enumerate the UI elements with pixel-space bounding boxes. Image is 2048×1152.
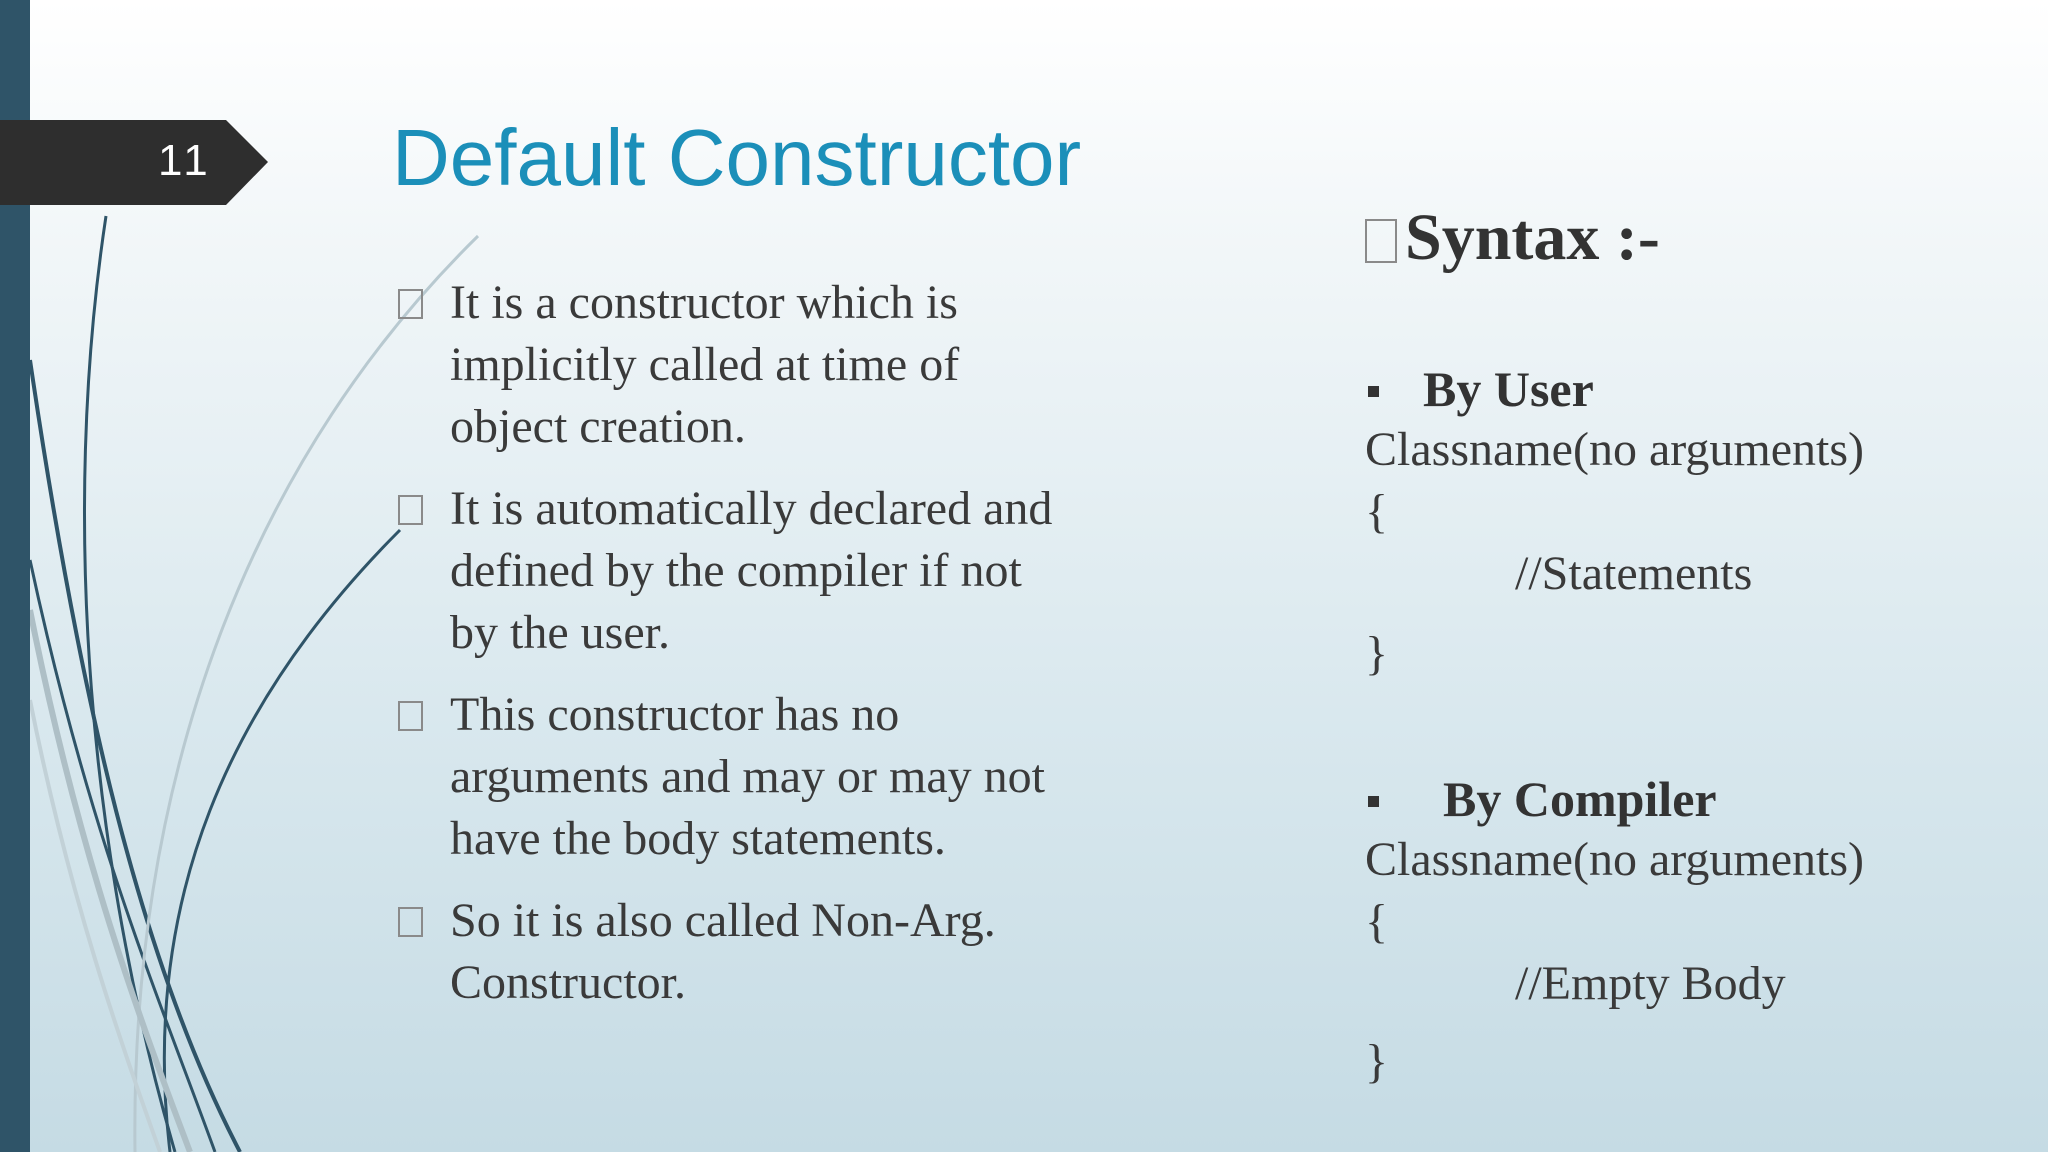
bullet-item <box>396 890 1056 1014</box>
bullet-text: This constructor has no arguments and may or may not have the body statements. <box>450 688 1045 865</box>
syntax-heading <box>1365 200 1660 276</box>
bullet-text: It is automatically declared and defined by the compiler if not by the user. <box>450 482 1053 659</box>
slide-number: 11 <box>158 136 212 185</box>
by-user-label: By User <box>1423 361 1594 417</box>
by-user-signature: Classname(no arguments) <box>1365 423 1865 476</box>
by-compiler-body: //Empty Body <box>1515 957 1786 1010</box>
by-compiler-label: By Compiler <box>1443 771 1717 827</box>
by-compiler-open-brace: { <box>1365 895 1389 948</box>
checkbox-bullet-icon <box>398 907 423 937</box>
syntax-heading-text: Syntax :- <box>1405 201 1660 274</box>
by-compiler-signature: Classname(no arguments) <box>1365 833 1865 886</box>
slide-number-tab <box>0 120 268 205</box>
by-user-open-brace: { <box>1365 485 1389 538</box>
square-bullet-icon <box>1368 386 1379 397</box>
bullet-text: So it is also called Non-Arg. Constructor. <box>450 894 996 1009</box>
checkbox-bullet-icon <box>398 701 423 731</box>
by-user-close-brace: } <box>1365 627 1389 680</box>
bullet-text: It is a constructor which is implicitly called at time of object creation. <box>450 276 960 453</box>
by-compiler-close-brace: } <box>1365 1035 1389 1088</box>
slide-title: Default Constructor <box>392 113 1082 202</box>
bullet-item <box>396 684 1056 870</box>
bullet-list <box>396 272 1056 1034</box>
bullet-item <box>396 272 1056 458</box>
bullet-item <box>396 478 1056 664</box>
by-user-body: //Statements <box>1515 547 1753 600</box>
checkbox-bullet-icon <box>398 495 423 525</box>
checkbox-bullet-icon <box>1365 219 1397 263</box>
checkbox-bullet-icon <box>398 289 423 319</box>
square-bullet-icon <box>1368 796 1379 807</box>
